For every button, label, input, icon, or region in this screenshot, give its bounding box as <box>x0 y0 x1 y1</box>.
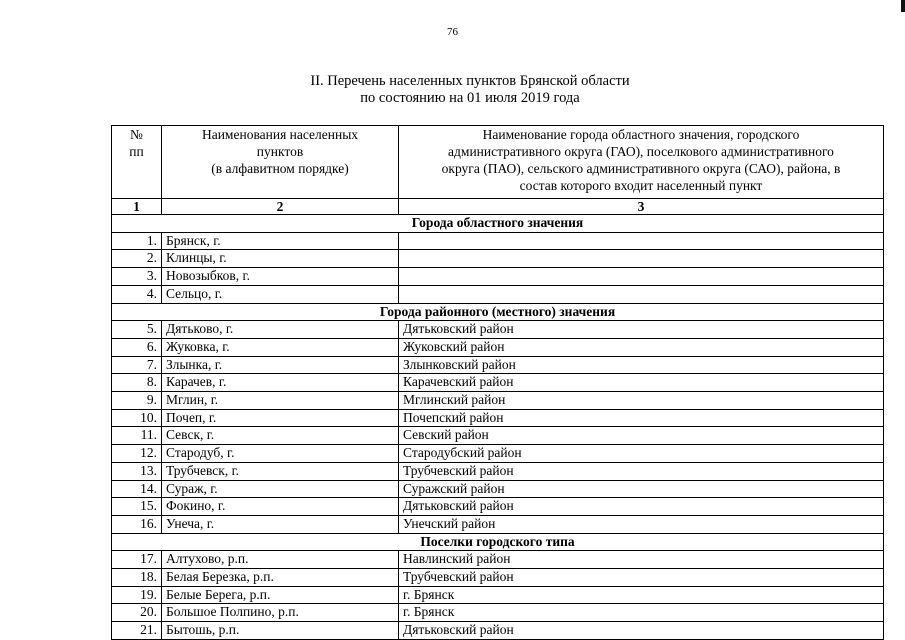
settlement-name: Дятьково, г. <box>162 321 399 339</box>
administrative-unit: Навлинский район <box>399 551 884 569</box>
header-number: № пп <box>112 126 162 199</box>
settlement-name: Алтухово, р.п. <box>162 551 399 569</box>
administrative-unit <box>399 268 884 286</box>
section-heading: Города районного (местного) значения <box>112 303 884 321</box>
row-number: 13. <box>112 462 162 480</box>
administrative-unit: Дятьковский район <box>399 498 884 516</box>
column-number-row <box>112 199 884 215</box>
row-number: 20. <box>112 604 162 622</box>
settlement-name: Унеча, г. <box>162 515 399 533</box>
section-heading-row <box>112 533 884 551</box>
row-number: 16. <box>112 515 162 533</box>
row-number: 3. <box>112 268 162 286</box>
row-number: 6. <box>112 338 162 356</box>
row-number: 10. <box>112 409 162 427</box>
title-line-2: по состоянию на 01 июля 2019 года <box>360 90 580 106</box>
section-heading: Поселки городского типа <box>112 533 884 551</box>
administrative-unit: Суражский район <box>399 480 884 498</box>
settlement-name: Бытошь, р.п. <box>162 622 399 640</box>
table-row <box>112 338 884 356</box>
section-heading-row <box>112 215 884 233</box>
settlement-name: Севск, г. <box>162 427 399 445</box>
row-number: 15. <box>112 498 162 516</box>
administrative-unit: Трубчевский район <box>399 569 884 587</box>
page-number: 76 <box>447 26 458 38</box>
table-row <box>112 321 884 339</box>
table-row <box>112 515 884 533</box>
table-row <box>112 392 884 410</box>
settlement-name: Белая Березка, р.п. <box>162 569 399 587</box>
row-number: 8. <box>112 374 162 392</box>
row-number: 7. <box>112 356 162 374</box>
row-number: 2. <box>112 250 162 268</box>
row-number: 12. <box>112 445 162 463</box>
administrative-unit: Дятьковский район <box>399 622 884 640</box>
header-administrative-unit: Наименование города областного значения, городского административного округа (ГАО), поселкового административного округа (ПАО), сельского административного округа (САО), района, в состав которого входит населенный пункт <box>399 126 884 199</box>
row-number: 4. <box>112 285 162 303</box>
administrative-unit: Жуковский район <box>399 338 884 356</box>
row-number: 1. <box>112 232 162 250</box>
administrative-unit <box>399 285 884 303</box>
column-number: 3 <box>399 199 884 215</box>
table-row <box>112 427 884 445</box>
scan-edge-mark <box>901 0 905 12</box>
title-line-1: II. Перечень населенных пунктов Брянской области <box>310 73 630 89</box>
administrative-unit: Карачевский район <box>399 374 884 392</box>
settlement-name: Новозыбков, г. <box>162 268 399 286</box>
settlement-name: Почеп, г. <box>162 409 399 427</box>
column-number: 2 <box>162 199 399 215</box>
administrative-unit: г. Брянск <box>399 586 884 604</box>
document-title <box>0 73 905 107</box>
section-heading-row <box>112 303 884 321</box>
row-number: 21. <box>112 622 162 640</box>
settlements-table <box>111 125 884 640</box>
table-body <box>112 215 884 640</box>
table-row <box>112 622 884 640</box>
table-row <box>112 232 884 250</box>
header-settlement-name: Наименования населенных пунктов (в алфавитном порядке) <box>162 126 399 199</box>
header-row <box>112 126 884 199</box>
administrative-unit: Почепский район <box>399 409 884 427</box>
table-row <box>112 356 884 374</box>
table-row <box>112 374 884 392</box>
settlement-name: Фокино, г. <box>162 498 399 516</box>
column-number: 1 <box>112 199 162 215</box>
administrative-unit: Унечский район <box>399 515 884 533</box>
settlement-name: Жуковка, г. <box>162 338 399 356</box>
table-row <box>112 285 884 303</box>
administrative-unit: г. Брянск <box>399 604 884 622</box>
settlement-name: Сураж, г. <box>162 480 399 498</box>
settlement-name: Сельцо, г. <box>162 285 399 303</box>
administrative-unit: Дятьковский район <box>399 321 884 339</box>
administrative-unit: Трубчевский район <box>399 462 884 480</box>
table-row <box>112 551 884 569</box>
settlement-name: Злынка, г. <box>162 356 399 374</box>
row-number: 14. <box>112 480 162 498</box>
table-row <box>112 445 884 463</box>
administrative-unit <box>399 250 884 268</box>
row-number: 11. <box>112 427 162 445</box>
settlement-name: Стародуб, г. <box>162 445 399 463</box>
table-row <box>112 462 884 480</box>
settlement-name: Мглин, г. <box>162 392 399 410</box>
settlement-name: Белые Берега, р.п. <box>162 586 399 604</box>
row-number: 9. <box>112 392 162 410</box>
settlement-name: Клинцы, г. <box>162 250 399 268</box>
table-row <box>112 569 884 587</box>
table-row <box>112 586 884 604</box>
table-row <box>112 268 884 286</box>
table-row <box>112 498 884 516</box>
table-row <box>112 480 884 498</box>
settlement-name: Брянск, г. <box>162 232 399 250</box>
row-number: 19. <box>112 586 162 604</box>
settlement-name: Трубчевск, г. <box>162 462 399 480</box>
table-row <box>112 409 884 427</box>
administrative-unit: Севский район <box>399 427 884 445</box>
administrative-unit: Стародубский район <box>399 445 884 463</box>
table-row <box>112 604 884 622</box>
settlement-name: Большое Полпино, р.п. <box>162 604 399 622</box>
section-heading: Города областного значения <box>112 215 884 233</box>
row-number: 18. <box>112 569 162 587</box>
administrative-unit: Мглинский район <box>399 392 884 410</box>
settlement-name: Карачев, г. <box>162 374 399 392</box>
administrative-unit <box>399 232 884 250</box>
table-row <box>112 250 884 268</box>
administrative-unit: Злынковский район <box>399 356 884 374</box>
row-number: 5. <box>112 321 162 339</box>
row-number: 17. <box>112 551 162 569</box>
